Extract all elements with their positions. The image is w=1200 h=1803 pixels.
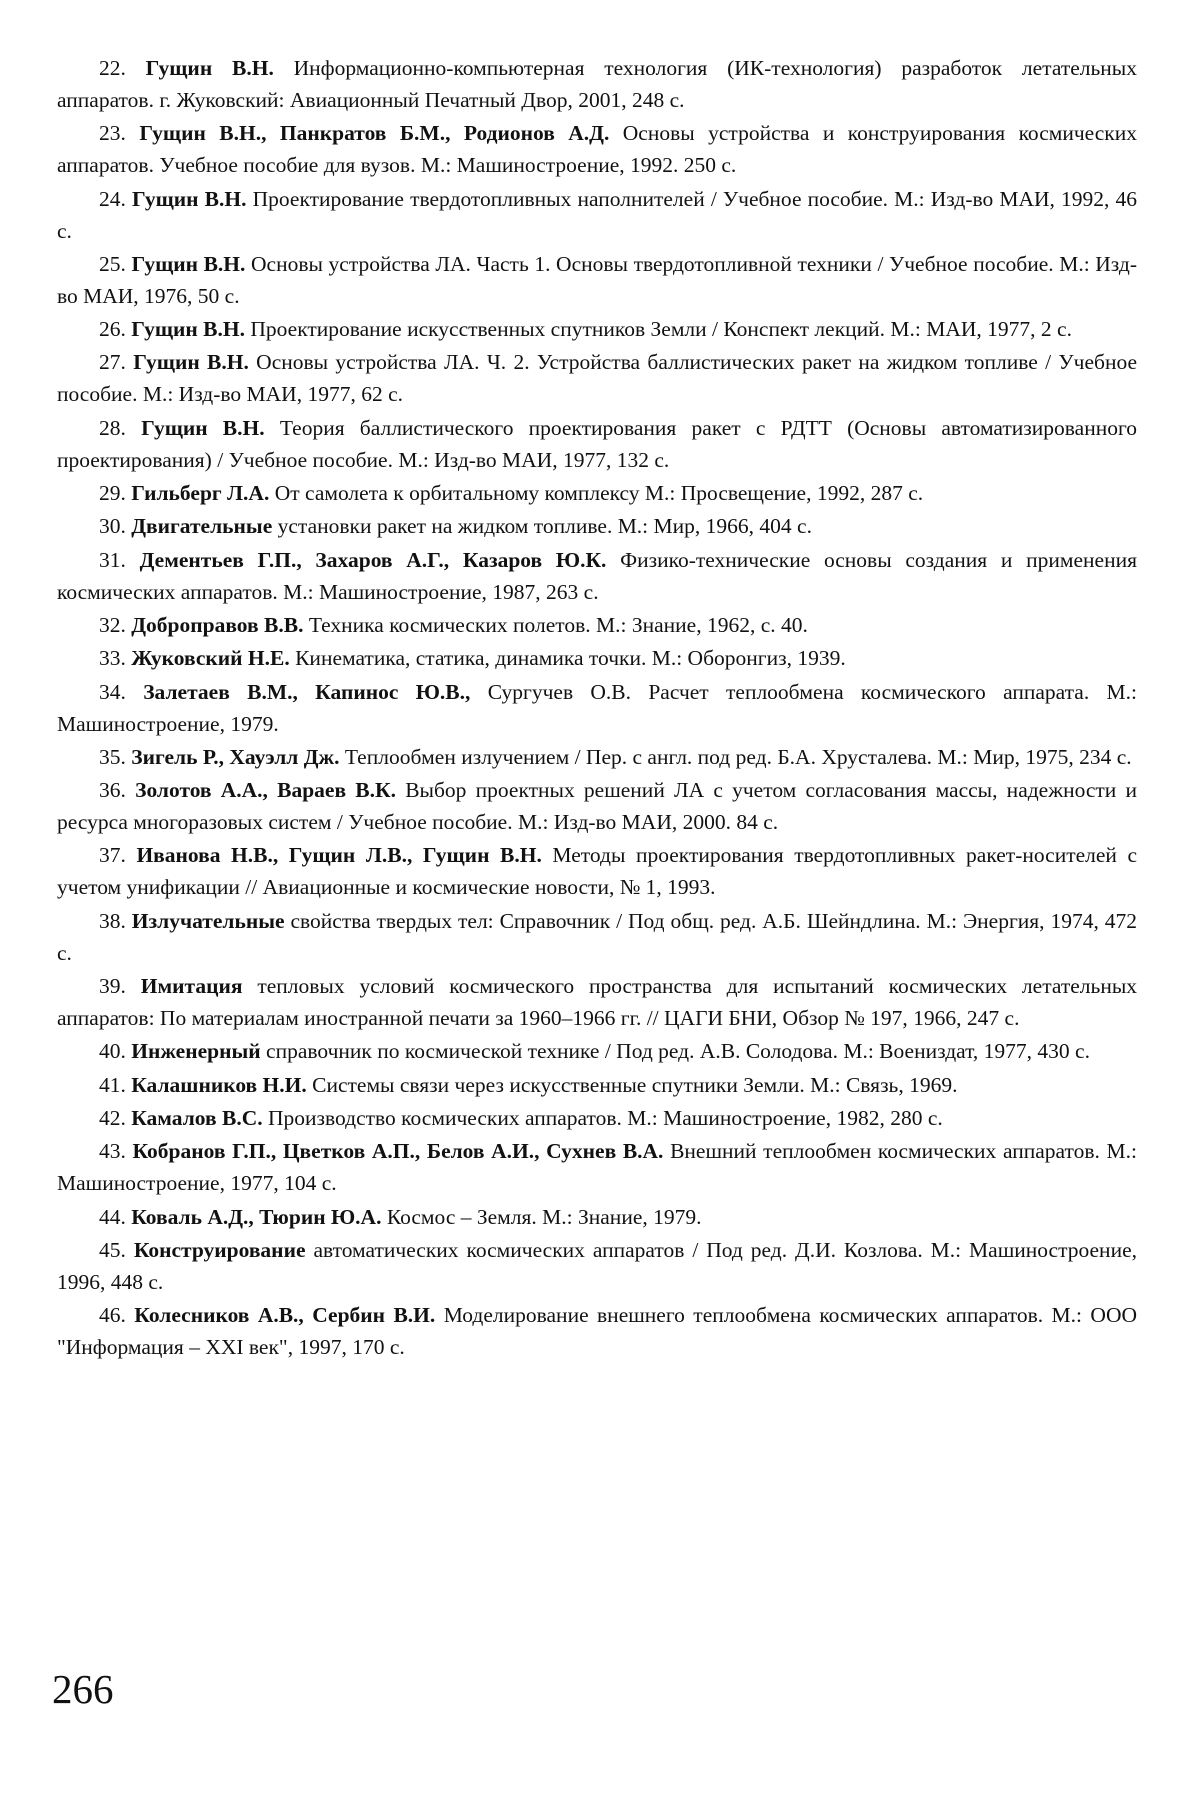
reference-text: справочник по космической технике / Под ред. А.В. Солодова. М.: Воениздат, 1977, 430 с. <box>266 1039 1090 1064</box>
reference-author: Гущин В.Н. <box>131 251 246 276</box>
reference-number: 38. <box>99 908 126 933</box>
reference-author: Гущин В.Н. <box>141 415 265 440</box>
reference-number: 24. <box>99 186 126 211</box>
reference-item <box>57 248 1137 312</box>
reference-text: Основы устройства и конструирования космических аппаратов. Учебное пособие для вузов. М.: Машиностроение, 1992. 250 с. <box>57 121 1138 178</box>
reference-item <box>57 676 1137 740</box>
reference-author: Доброправов В.В. <box>131 612 304 637</box>
reference-item <box>57 346 1137 410</box>
reference-number: 33. <box>99 646 126 671</box>
reference-number: 23. <box>99 121 126 146</box>
reference-author: Гущин В.Н., Панкратов Б.М., Родионов А.Д. <box>139 121 610 146</box>
reference-item <box>57 609 1137 641</box>
reference-page <box>57 52 1137 1364</box>
reference-text: Проектирование твердотопливных наполнителей / Учебное пособие. М.: Изд-во МАИ, 1992, 46 с. <box>57 186 1138 243</box>
reference-number: 40. <box>99 1039 126 1064</box>
reference-author: Залетаев В.М., Капинос Ю.В., <box>143 679 471 704</box>
reference-item <box>57 774 1137 838</box>
reference-item <box>57 1201 1137 1233</box>
reference-author: Инженерный <box>131 1039 261 1064</box>
reference-author: Дементьев Г.П., Захаров А.Г., Казаров Ю.К. <box>139 547 607 572</box>
reference-item <box>57 412 1137 476</box>
reference-item <box>57 642 1137 674</box>
reference-item <box>57 1135 1137 1199</box>
reference-author: Жуковский Н.Е. <box>131 646 290 671</box>
reference-text: Основы устройства ЛА. Часть 1. Основы твердотопливной техники / Учебное пособие. М.: Изд-во МАИ, 1976, 50 с. <box>57 251 1138 308</box>
reference-text: Методы проектирования твердотопливных ракет-носителей с учетом унификации // Авиационные и космические новости, № 1, 1993. <box>57 843 1138 900</box>
reference-item <box>57 1299 1137 1363</box>
reference-number: 46. <box>99 1303 126 1328</box>
reference-item <box>57 1035 1137 1067</box>
reference-author: Колесников А.В., Сербин В.И. <box>134 1303 436 1328</box>
reference-text: автоматических космических аппаратов / Под ред. Д.И. Козлова. М.: Машиностроение, 1996, 448 с. <box>57 1237 1137 1294</box>
reference-text: Выбор проектных решений ЛА с учетом согласования массы, надежности и ресурса многоразовых систем / Учебное пособие. М.: Изд-во МАИ, 2000. 84 с. <box>57 778 1138 835</box>
reference-number: 42. <box>99 1105 126 1130</box>
reference-number: 44. <box>99 1204 126 1229</box>
reference-item <box>57 1069 1137 1101</box>
reference-item <box>57 477 1137 509</box>
reference-item <box>57 1234 1137 1298</box>
reference-text: Производство космических аппаратов. М.: Машиностроение, 1982, 280 с. <box>268 1105 943 1130</box>
reference-item <box>57 117 1137 181</box>
reference-number: 35. <box>99 744 126 769</box>
reference-text: Теория баллистического проектирования ракет с РДТТ (Основы автоматизированного проектирования) / Учебное пособие. М.: Изд-во МАИ, 1977, 132 с. <box>57 415 1138 472</box>
reference-author: Двигательные <box>131 514 273 539</box>
reference-text: Сургучев О.В. Расчет теплообмена космического аппарата. М.: Машиностроение, 1979. <box>57 679 1138 736</box>
reference-author: Гущин В.Н. <box>145 56 274 80</box>
reference-author: Гущин В.Н. <box>133 350 249 375</box>
reference-text: Информационно-компьютерная технология (ИК-технология) разработок летательных аппаратов. г. Жуковский: Авиационный Печатный Двор, 2001, 248 с. <box>57 56 1137 112</box>
reference-item <box>57 741 1137 773</box>
reference-number: 36. <box>99 778 126 803</box>
reference-item <box>57 544 1137 608</box>
reference-text: свойства твердых тел: Справочник / Под общ. ред. А.Б. Шейндлина. М.: Энергия, 1974, 472 с. <box>57 908 1137 965</box>
page-number: 266 <box>52 1666 114 1712</box>
reference-item <box>57 183 1137 247</box>
reference-number: 26. <box>99 317 126 342</box>
reference-author: Имитация <box>140 974 243 999</box>
reference-text: Проектирование искусственных спутников Земли / Конспект лекций. М.: МАИ, 1977, 2 с. <box>250 317 1072 342</box>
reference-number: 28. <box>99 415 126 440</box>
reference-item <box>57 839 1137 903</box>
reference-text: Теплообмен излучением / Пер. с англ. под ред. Б.А. Хрусталева. М.: Мир, 1975, 234 с. <box>344 744 1132 769</box>
reference-item <box>57 905 1137 969</box>
reference-number: 39. <box>99 974 126 999</box>
reference-number: 37. <box>99 843 126 868</box>
reference-text: Моделирование внешнего теплообмена космических аппаратов. М.: ООО "Информация – XXI век", 1997, 170 с. <box>57 1303 1137 1360</box>
reference-number: 31. <box>99 547 126 572</box>
reference-author: Калашников Н.И. <box>131 1072 307 1097</box>
reference-author: Гущин В.Н. <box>131 317 245 342</box>
reference-author: Кобранов Г.П., Цветков А.П., Белов А.И., Сухнев В.А. <box>132 1139 664 1164</box>
reference-text: Космос – Земля. М.: Знание, 1979. <box>386 1204 702 1229</box>
reference-text: От самолета к орбитальному комплексу М.: Просвещение, 1992, 287 с. <box>274 481 924 506</box>
reference-number: 22. <box>99 56 126 80</box>
reference-number: 45. <box>99 1237 126 1262</box>
reference-author: Иванова Н.В., Гущин Л.В., Гущин В.Н. <box>136 843 542 868</box>
reference-item <box>57 970 1137 1034</box>
reference-author: Излучательные <box>131 908 285 933</box>
reference-text: Физико-технические основы создания и применения космических аппаратов. М.: Машиностроение, 1987, 263 с. <box>57 547 1137 604</box>
reference-number: 27. <box>99 350 126 375</box>
reference-text: Кинематика, статика, динамика точки. М.: Оборонгиз, 1939. <box>295 646 846 671</box>
reference-author: Конструирование <box>133 1237 306 1262</box>
reference-author: Гущин В.Н. <box>132 186 247 211</box>
reference-number: 34. <box>99 679 126 704</box>
reference-item <box>57 510 1137 542</box>
reference-number: 30. <box>99 514 126 539</box>
reference-text: Системы связи через искусственные спутники Земли. М.: Связь, 1969. <box>312 1072 958 1097</box>
reference-author: Камалов В.С. <box>131 1105 263 1130</box>
reference-author: Гильберг Л.А. <box>131 481 270 506</box>
reference-number: 41. <box>99 1072 126 1097</box>
reference-text: Основы устройства ЛА. Ч. 2. Устройства баллистических ракет на жидком топливе / Учебное пособие. М.: Изд-во МАИ, 1977, 62 с. <box>57 350 1138 407</box>
reference-number: 29. <box>99 481 126 506</box>
reference-text: установки ракет на жидком топливе. М.: Мир, 1966, 404 с. <box>277 514 812 539</box>
reference-item <box>57 313 1137 345</box>
reference-text: Техника космических полетов. М.: Знание, 1962, с. 40. <box>308 612 808 637</box>
reference-text: Внешний теплообмен космических аппаратов. М.: Машиностроение, 1977, 104 с. <box>57 1139 1137 1196</box>
reference-number: 32. <box>99 612 126 637</box>
reference-author: Золотов А.А., Вараев В.К. <box>135 778 396 803</box>
reference-item <box>57 52 1137 116</box>
reference-item <box>57 1102 1137 1134</box>
reference-author: Зигель Р., Хауэлл Дж. <box>131 744 340 769</box>
reference-text: тепловых условий космического пространства для испытаний космических летательных аппаратов: По материалам иностранной печати за 1960–1966 гг. // ЦАГИ БНИ, Обзор № 197, 1966, 247 с. <box>57 974 1138 1031</box>
reference-number: 43. <box>99 1139 126 1164</box>
reference-list <box>57 52 1137 1363</box>
reference-number: 25. <box>99 251 126 276</box>
reference-author: Коваль А.Д., Тюрин Ю.А. <box>131 1204 382 1229</box>
